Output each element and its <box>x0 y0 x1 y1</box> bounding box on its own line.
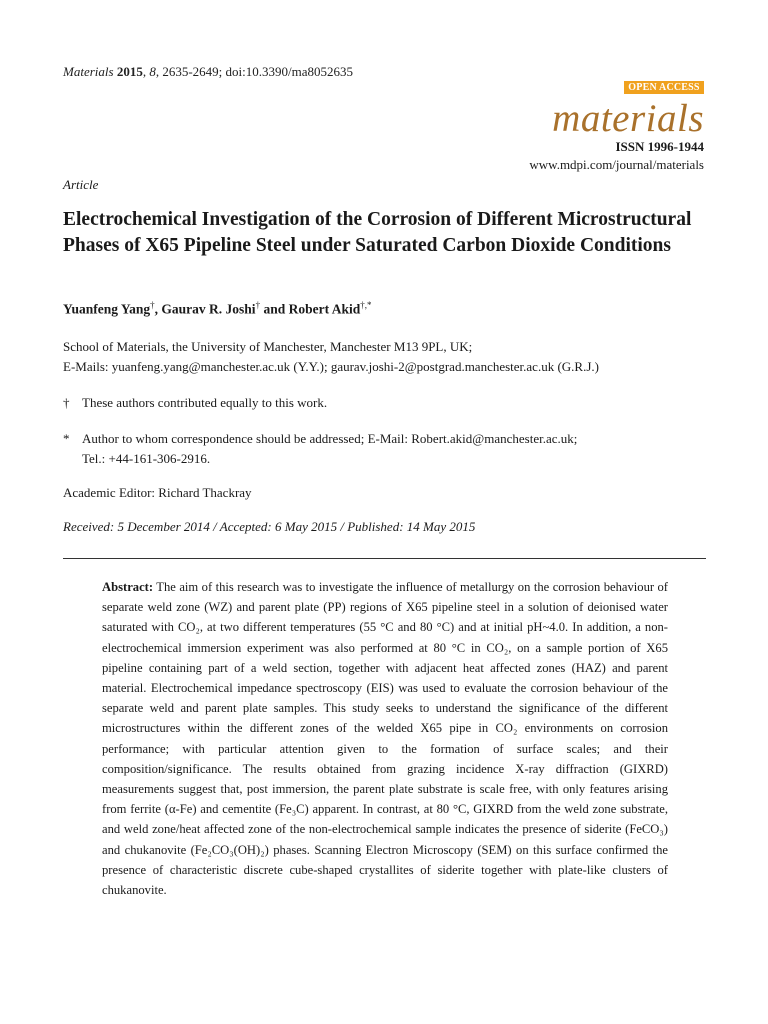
journal-pages-doi: , 2635-2649; doi:10.3390/ma8052635 <box>155 64 353 79</box>
article-title: Electrochemical Investigation of the Corrosion of Different Microstructural Phases of X65 Pipeline Steel under Saturated Carbon Dioxide Conditions <box>63 209 692 256</box>
journal-year: 2015 <box>116 64 143 79</box>
article-type: Article <box>63 177 99 192</box>
author-separator: and <box>260 301 289 317</box>
header-divider <box>63 558 706 559</box>
journal-citation: Materials 2015, 8, 2635-2649; doi:10.3390/ma8052635 <box>63 64 353 79</box>
equal-contribution-note <box>63 393 327 413</box>
correspondence-text[interactable]: Author to whom correspondence should be addressed; E-Mail: Robert.akid@manchester.ac.uk; <box>82 431 578 446</box>
abstract-label: Abstract: <box>102 580 154 594</box>
abstract <box>102 577 668 900</box>
author-emails[interactable]: E-Mails: yuanfeng.yang@manchester.ac.uk (Y.Y.); gaurav.joshi-2@postgrad.manchester.ac.uk (G.R.J.) <box>63 359 599 374</box>
journal-volume: 8 <box>149 64 156 79</box>
academic-editor: Academic Editor: Richard Thackray <box>63 485 252 500</box>
equal-contribution-text: These authors contributed equally to this work. <box>82 395 328 410</box>
affiliation-block <box>63 337 599 377</box>
author-mark: † <box>255 300 261 310</box>
publication-dates: Received: 5 December 2014 / Accepted: 6 May 2015 / Published: 14 May 2015 <box>63 519 476 534</box>
journal-url[interactable]: www.mdpi.com/journal/materials <box>529 157 704 172</box>
journal-name: Materials <box>63 64 114 79</box>
journal-logo: materials <box>552 97 704 140</box>
author-separator: , <box>154 301 162 317</box>
issn: ISSN 1996-1944 <box>615 139 704 154</box>
author-list <box>63 300 371 318</box>
correspondence-note <box>63 429 577 469</box>
affiliation: School of Materials, the University of Manchester, Manchester M13 9PL, UK; <box>63 339 473 354</box>
author-name: Gaurav R. Joshi <box>161 301 256 317</box>
author-name: Yuanfeng Yang <box>63 301 151 317</box>
author-mark: †,* <box>360 300 372 310</box>
author-mark: † <box>150 300 155 310</box>
dagger-mark: † <box>63 395 70 410</box>
abstract-text: The aim of this research was to investigate the influence of metallurgy on the corrosion behaviour of separate weld zone (WZ) and parent plate (PP) regions of X65 pipeline steel in a solution of deionised water saturated with CO₂, at two different temperatures (55 °C and 80 °C) and at initial pH~4.0. In addition, a non-electrochemical immersion experiment was also performed at 80 °C in CO₂, on a sample portion of X65 pipeline containing part of a weld section, together with adjacent heat affected zones (HAZ) and parent material. Electrochemical impedance spectroscopy (EIS) was used to evaluate the corrosion behaviour of the separate weld and parent plate samples. This study seeks to understand the significance of the different microstructures within the different zones of the welded X65 pipe in CO₂ environments on corrosion performance; with particular attention given to the formation of surface scales; and their composition/significance. The results obtained from grazing incidence X-ray diffraction (GIXRD) measurements suggest that, post immersion, the parent plate substrate is scale free, with only features arising from ferrite (α-Fe) and cementite (Fe₃C) apparent. In contrast, at 80 °C, GIXRD from the weld zone substrate, and weld zone/heat affected zone of the non-electrochemical sample indicates the presence of siderite (FeCO₃) and chukanovite (Fe₂CO₃(OH)₂) phases. Scanning Electron Microscopy (SEM) on this surface confirmed the presence of characteristic discrete cube-shaped crystallites of siderite together with plate-like clusters of chukanovite. <box>102 580 669 898</box>
asterisk-mark: * <box>63 431 70 446</box>
author-name: Robert Akid <box>288 301 361 317</box>
correspondence-tel: Tel.: +44-161-306-2916. <box>82 451 211 466</box>
open-access-badge: OPEN ACCESS <box>624 81 704 94</box>
